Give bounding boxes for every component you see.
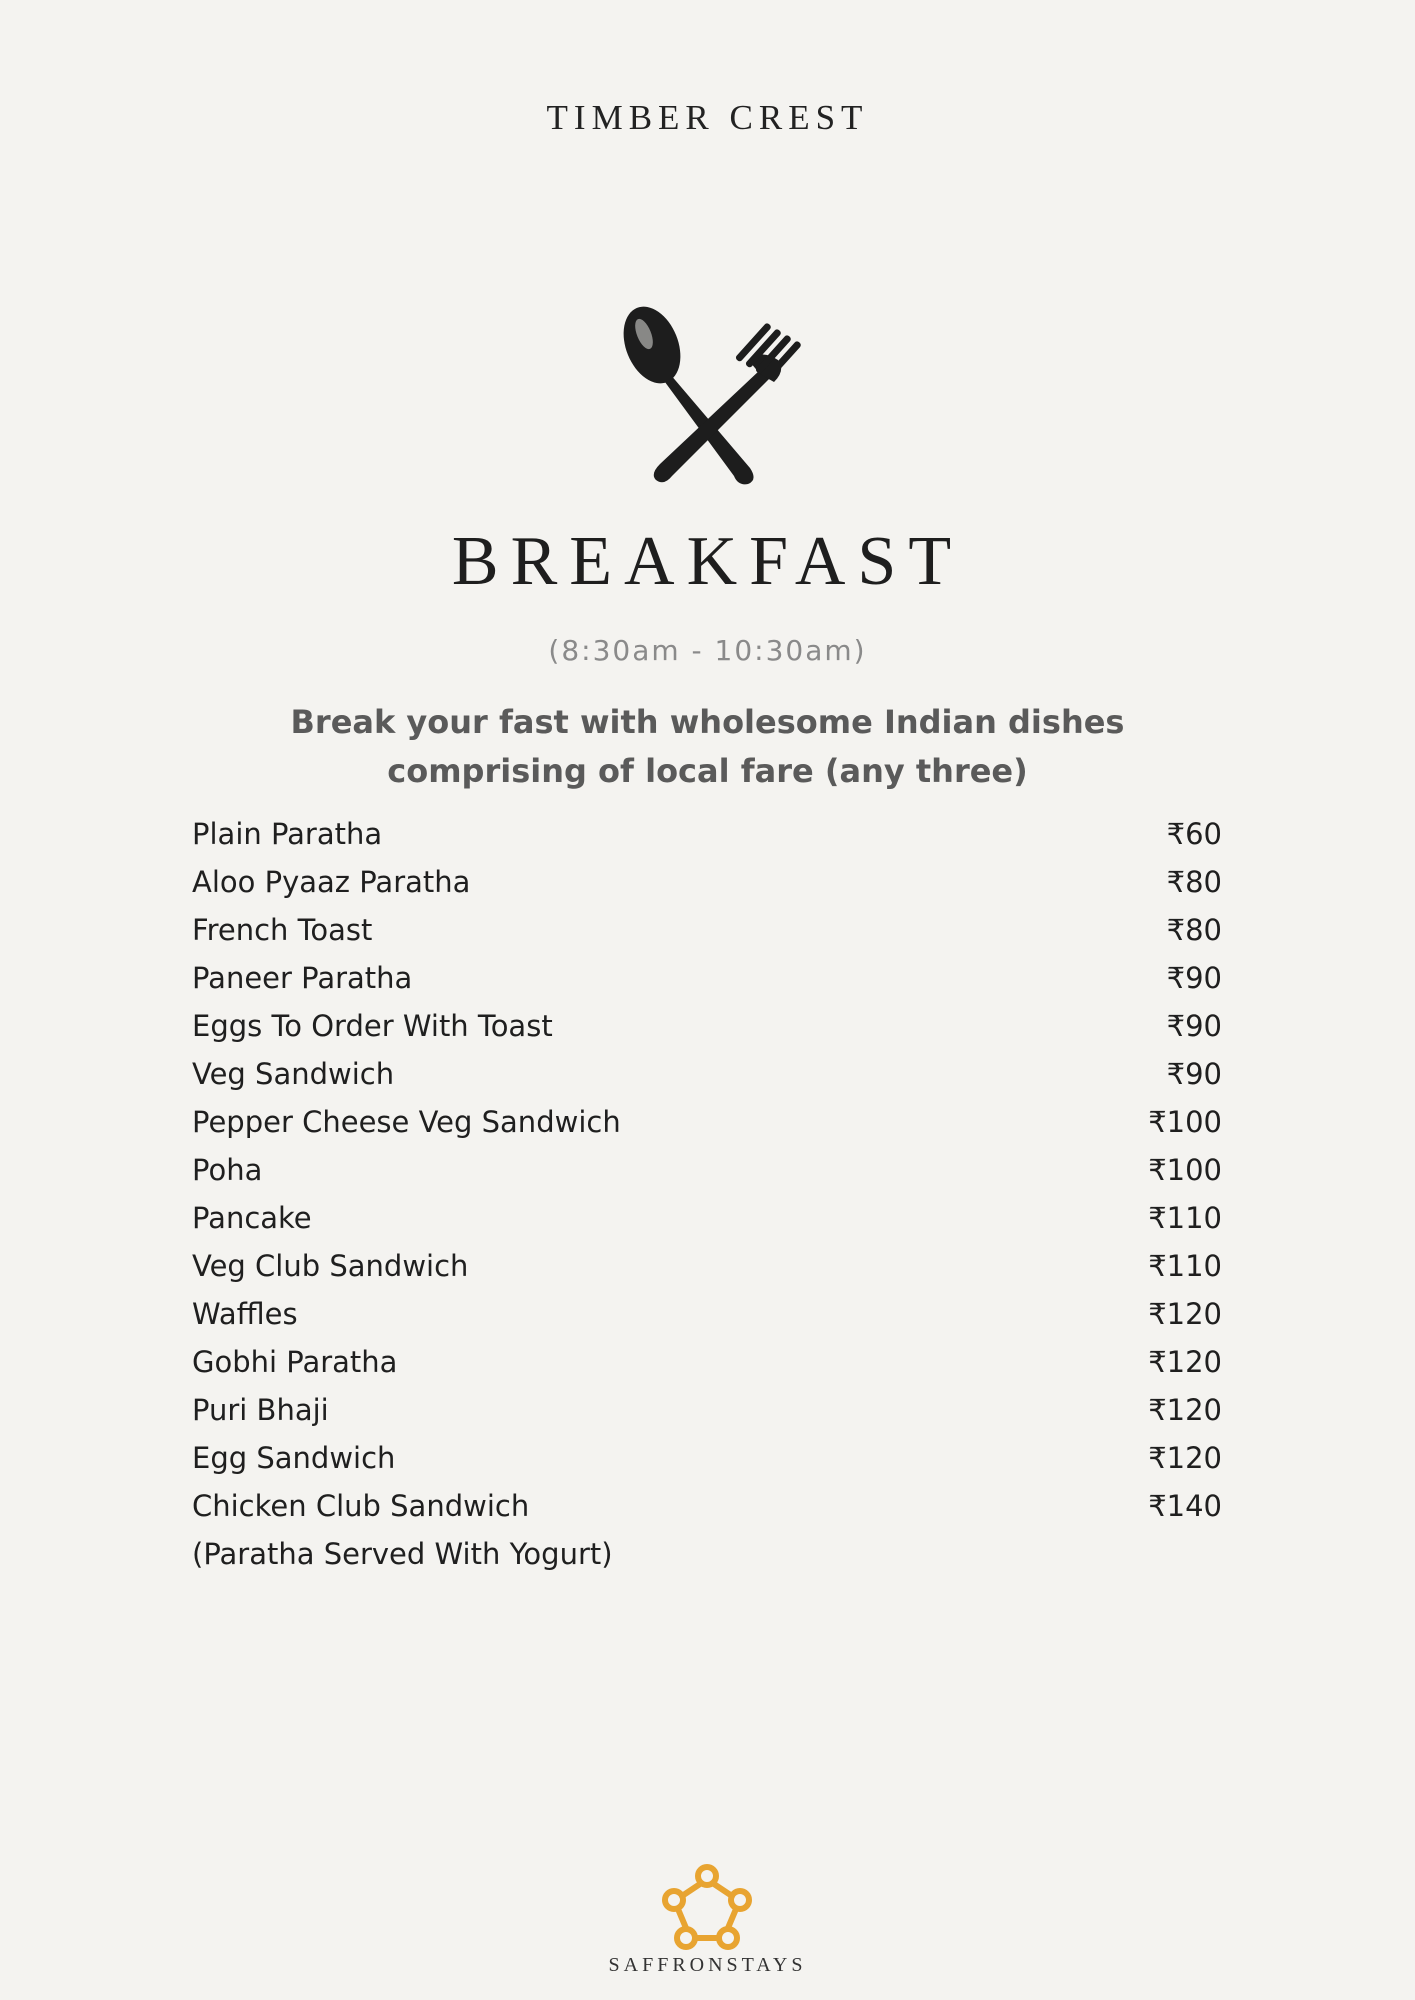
menu-list — [192, 810, 1222, 1578]
serving-hours: (8:30am - 10:30am) — [548, 634, 867, 667]
menu-item — [192, 1098, 1222, 1146]
menu-item — [192, 906, 1222, 954]
section-description — [0, 698, 1415, 796]
item-name: Paneer Paratha — [192, 961, 413, 995]
description-line-1: Break your fast with wholesome Indian dishes — [290, 703, 1125, 741]
item-price: ₹140 — [1148, 1489, 1222, 1523]
brand-name: TIMBER CREST — [546, 98, 869, 137]
item-price: ₹80 — [1166, 865, 1222, 899]
menu-item — [192, 1434, 1222, 1482]
item-price: ₹80 — [1166, 913, 1222, 947]
menu-item — [192, 1386, 1222, 1434]
section-title: BREAKFAST — [451, 523, 964, 600]
description-line-2: comprising of local fare (any three) — [387, 752, 1028, 790]
item-price: ₹90 — [1166, 961, 1222, 995]
item-price: ₹120 — [1148, 1393, 1222, 1427]
menu-item — [192, 1482, 1222, 1530]
item-name: Pepper Cheese Veg Sandwich — [192, 1105, 621, 1139]
saffronstays-logo-icon — [660, 1862, 755, 1952]
item-price: ₹120 — [1148, 1441, 1222, 1475]
item-name: Eggs To Order With Toast — [192, 1009, 553, 1043]
item-name: Gobhi Paratha — [192, 1345, 398, 1379]
menu-item — [192, 1146, 1222, 1194]
menu-item — [192, 1050, 1222, 1098]
menu-item — [192, 1290, 1222, 1338]
item-price: ₹110 — [1148, 1201, 1222, 1235]
menu-item — [192, 1242, 1222, 1290]
item-name: Aloo Pyaaz Paratha — [192, 865, 471, 899]
item-name: Plain Paratha — [192, 817, 383, 851]
item-price: ₹110 — [1148, 1249, 1222, 1283]
item-name: Waffles — [192, 1297, 298, 1331]
item-price: ₹90 — [1166, 1009, 1222, 1043]
item-price: ₹60 — [1166, 817, 1222, 851]
item-name: French Toast — [192, 913, 373, 947]
item-name: Veg Club Sandwich — [192, 1249, 469, 1283]
item-price: ₹90 — [1166, 1057, 1222, 1091]
menu-item — [192, 954, 1222, 1002]
cutlery-icon — [610, 300, 810, 490]
item-price: ₹120 — [1148, 1297, 1222, 1331]
item-price: ₹100 — [1148, 1105, 1222, 1139]
footer-brand: SAFFRONSTAYS — [608, 1954, 807, 1976]
menu-item — [192, 810, 1222, 858]
menu-item — [192, 858, 1222, 906]
menu-item — [192, 1002, 1222, 1050]
menu-item — [192, 1338, 1222, 1386]
item-price: ₹100 — [1148, 1153, 1222, 1187]
item-name: Poha — [192, 1153, 263, 1187]
item-name: Chicken Club Sandwich — [192, 1489, 530, 1523]
menu-note: (Paratha Served With Yogurt) — [192, 1537, 613, 1571]
item-price: ₹120 — [1148, 1345, 1222, 1379]
item-name: Pancake — [192, 1201, 312, 1235]
item-name: Egg Sandwich — [192, 1441, 396, 1475]
item-name: Puri Bhaji — [192, 1393, 329, 1427]
menu-item — [192, 1194, 1222, 1242]
item-name: Veg Sandwich — [192, 1057, 395, 1091]
